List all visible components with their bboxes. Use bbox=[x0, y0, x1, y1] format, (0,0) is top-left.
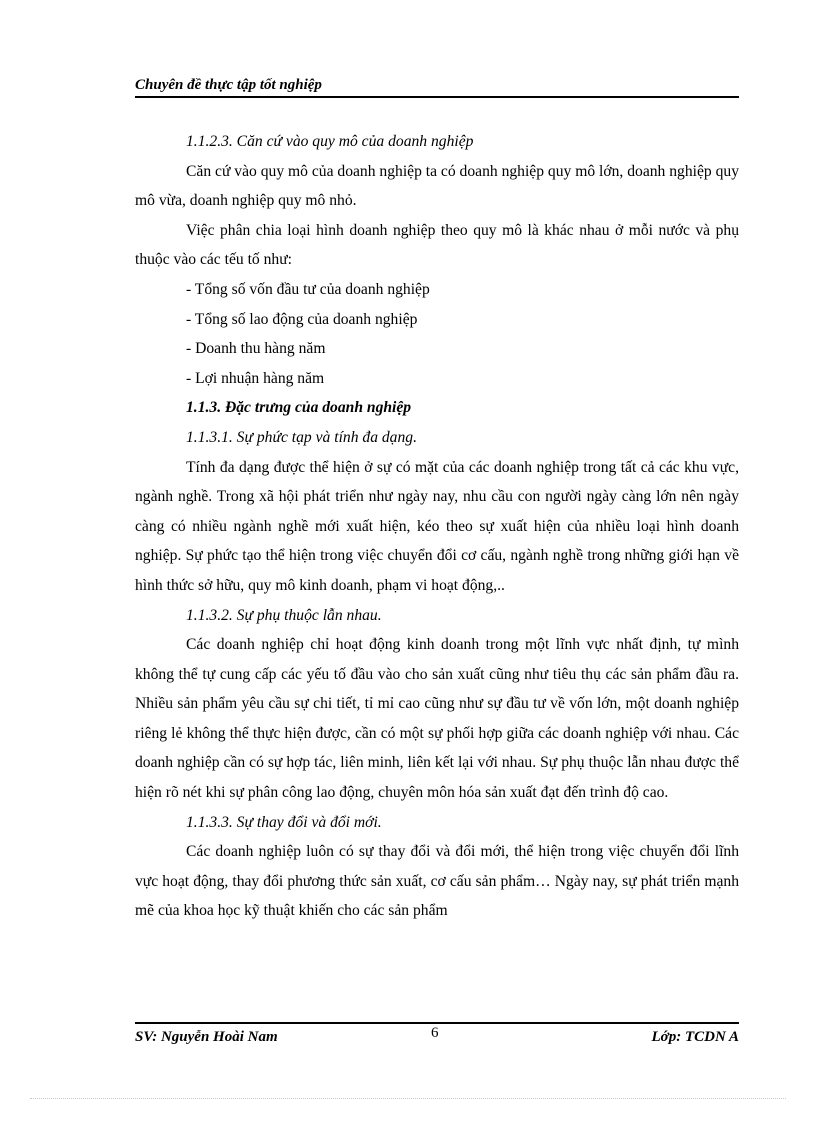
section-heading-1-1-3-2: 1.1.3.2. Sự phụ thuộc lẫn nhau. bbox=[186, 606, 382, 624]
list-item: - Tổng số vốn đầu tư của doanh nghiệp bbox=[186, 280, 430, 298]
footer-student: SV: Nguyễn Hoài Nam bbox=[135, 1029, 278, 1045]
list-item: - Lợi nhuận hàng năm bbox=[186, 369, 325, 387]
page-content bbox=[135, 127, 739, 926]
paragraph: Các doanh nghiệp chỉ hoạt động kinh doanh trong một lĩnh vực nhất định, tự mình không thể tự cung cấp các yếu tố đầu vào cho sản xuất cũng như tiêu thụ các sản phẩm đầu ra. Nhiều sản phẩm yêu cầu sự chi tiết, tỉ mỉ cao cũng như sự đầu tư về vốn lớn, một doanh nghiệp riêng lẻ không thể thực hiện được, cần có một sự phối hợp giữa các doanh nghiệp với nhau. Các doanh nghiệp cần có sự hợp tác, liên minh, liên kết lại với nhau. Sự phụ thuộc lẫn nhau được thể hiện rõ nét khi sự phân công lao động, chuyên môn hóa sản xuất đạt đến trình độ cao. bbox=[135, 636, 739, 802]
page-header bbox=[135, 76, 739, 98]
section-heading-1-1-2-3: 1.1.2.3. Căn cứ vào quy mô của doanh nghiệp bbox=[186, 133, 474, 150]
page-footer bbox=[135, 1022, 739, 1052]
list-item: - Tổng số lao động của doanh nghiệp bbox=[186, 310, 418, 328]
paragraph: Các doanh nghiệp luôn có sự thay đổi và đổi mới, thể hiện trong việc chuyển đổi lĩnh vực hoạt động, thay đổi phương thức sản xuất, cơ cấu sản phẩm… Ngày nay, sự phát triển mạnh mẽ của khoa học kỹ thuật khiến cho các sản phẩm bbox=[135, 843, 739, 920]
paragraph: Căn cứ vào quy mô của doanh nghiệp ta có doanh nghiệp quy mô lớn, doanh nghiệp quy mô vừa, doanh nghiệp quy mô nhỏ. bbox=[135, 162, 739, 210]
section-heading-1-1-3-3: 1.1.3.3. Sự thay đổi và đổi mới. bbox=[186, 813, 382, 831]
page-edge-divider bbox=[30, 1098, 786, 1099]
footer-class: Lớp: TCDN A bbox=[651, 1029, 739, 1045]
paragraph: Tính đa dạng được thể hiện ở sự có mặt của các doanh nghiệp trong tất cả các khu vực, ngành nghề. Trong xã hội phát triển như ngày nay, nhu cầu con người ngày càng lớn nên ngày càng có nhiều ngành nghề mới xuất hiện, kéo theo sự xuất hiện của nhiều loại hình doanh nghiệp. Sự phức tạo thể hiện trong việc chuyển đổi cơ cấu, ngành nghề trong những giới hạn về hình thức sở hữu, quy mô kinh doanh, phạm vi hoạt động,.. bbox=[135, 458, 739, 594]
section-heading-1-1-3-1: 1.1.3.1. Sự phức tạp và tính đa dạng. bbox=[186, 428, 417, 446]
paragraph: Việc phân chia loại hình doanh nghiệp theo quy mô là khác nhau ở mỗi nước và phụ thuộc vào các tếu tố như: bbox=[135, 221, 739, 269]
section-heading-1-1-3: 1.1.3. Đặc trưng của doanh nghiệp bbox=[186, 399, 412, 417]
page-number: 6 bbox=[431, 1025, 439, 1041]
list-item: - Doanh thu hàng năm bbox=[186, 340, 326, 358]
header-title: Chuyên đề thực tập tốt nghiệp bbox=[135, 77, 322, 93]
